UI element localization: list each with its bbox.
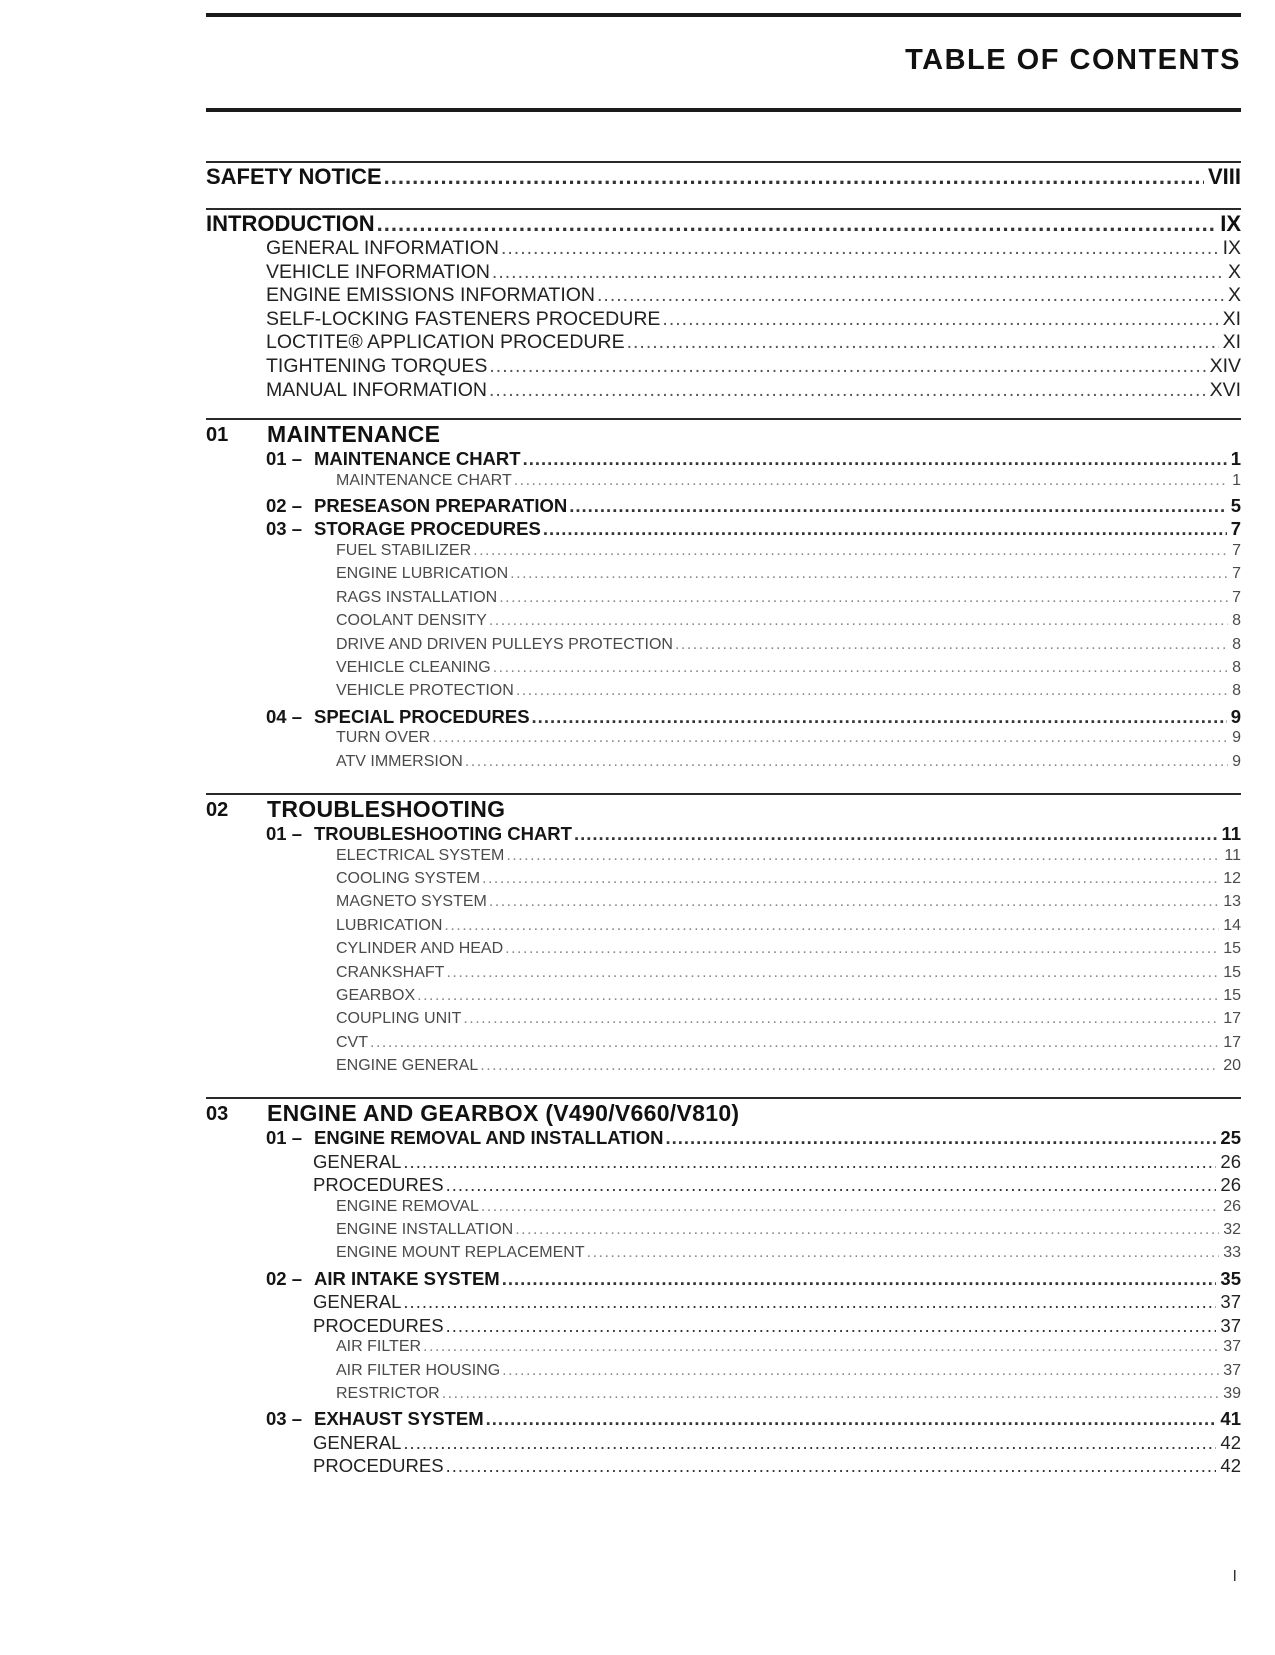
dot-leader (502, 1268, 1217, 1290)
toc-topic-entry[interactable] (336, 1034, 1241, 1052)
toc-subsection-entry[interactable] (313, 1315, 1241, 1337)
toc-entry-label: GENERAL INFORMATION (266, 237, 499, 259)
toc-entry-page: 13 (1223, 893, 1241, 911)
dot-leader (403, 1432, 1216, 1454)
toc-chapter-entry[interactable] (266, 823, 1241, 845)
toc-entry-page: 17 (1223, 1033, 1241, 1051)
toc-subsection-entry[interactable] (313, 1151, 1241, 1173)
toc-entry-label: PROCEDURES (313, 1174, 444, 1195)
toc-entry-page: 41 (1220, 1408, 1241, 1430)
toc-entry-safety-notice[interactable] (206, 164, 1241, 190)
toc-entry-label: GEARBOX (336, 986, 416, 1004)
toc-topic-entry[interactable] (336, 893, 1241, 911)
toc-topic-entry[interactable] (336, 987, 1241, 1005)
dot-leader (446, 1174, 1217, 1196)
toc-entry-page: XVI (1209, 378, 1241, 401)
toc-entry-label: SPECIAL PROCEDURES (314, 705, 530, 727)
toc-entry-label: AIR FILTER (336, 1338, 422, 1356)
toc-entry-page: 7 (1232, 588, 1241, 606)
toc-subsection-entry[interactable] (313, 1291, 1241, 1313)
dot-leader (446, 964, 1219, 982)
toc-entry-label: COOLING SYSTEM (336, 869, 481, 887)
toc-entry-page: 15 (1223, 986, 1241, 1004)
section-title[interactable]: TROUBLESHOOTING (267, 796, 506, 822)
toc-entry-label: RAGS INSTALLATION (336, 588, 498, 606)
toc-entry-intro-item[interactable] (266, 308, 1241, 331)
toc-entry-page: 26 (1220, 1150, 1241, 1172)
chapter-number: 01 – (266, 1127, 303, 1148)
dot-leader (370, 1034, 1219, 1052)
toc-chapter-entry[interactable] (266, 706, 1241, 728)
toc-entry-introduction[interactable] (206, 211, 1241, 237)
toc-entry-page: 12 (1223, 869, 1241, 887)
toc-entry-intro-item[interactable] (266, 284, 1241, 307)
dot-leader (665, 1127, 1216, 1149)
toc-entry-page: 39 (1223, 1385, 1241, 1402)
dot-leader (516, 682, 1228, 700)
dot-leader (423, 1338, 1219, 1356)
dot-leader (465, 753, 1228, 771)
toc-entry-label: LUBRICATION (336, 916, 443, 934)
toc-topic-entry[interactable] (336, 682, 1241, 700)
toc-entry-page: 9 (1232, 729, 1241, 747)
toc-entry-label: GENERAL (313, 1431, 402, 1453)
toc-topic-entry[interactable] (336, 729, 1241, 747)
toc-subsection-entry[interactable] (313, 1455, 1241, 1477)
chapter-number: 02 – (266, 1267, 303, 1289)
dot-leader (675, 636, 1228, 654)
toc-entry-label: ENGINE LUBRICATION (336, 565, 509, 583)
toc-topic-entry[interactable] (336, 1362, 1241, 1380)
toc-entry-label: SELF-LOCKING FASTENERS PROCEDURE (266, 307, 661, 330)
section-number: 01 (206, 424, 229, 446)
dot-leader (574, 823, 1217, 845)
toc-entry-label: ENGINE INSTALLATION (336, 1220, 514, 1238)
toc-entry-label: PROCEDURES (313, 1455, 444, 1477)
toc-entry-label: CVT (336, 1033, 368, 1051)
toc-chapter-entry[interactable] (266, 518, 1241, 540)
toc-subsection-entry[interactable] (313, 1174, 1241, 1196)
dot-leader (493, 659, 1228, 677)
toc-entry-label: INTRODUCTION (206, 211, 375, 236)
toc-entry-page: 8 (1232, 682, 1241, 700)
toc-entry-label: CRANKSHAFT (336, 963, 445, 981)
toc-entry-label: RESTRICTOR (336, 1385, 440, 1402)
toc-entry-page: 37 (1220, 1291, 1241, 1313)
toc-entry-page: 8 (1232, 612, 1241, 630)
dot-leader (489, 379, 1206, 402)
toc-entry-page: 35 (1220, 1267, 1241, 1289)
toc-topic-entry[interactable] (336, 847, 1241, 865)
chapter-number: 04 – (266, 705, 303, 727)
dot-leader (505, 940, 1219, 958)
toc-topic-entry[interactable] (336, 589, 1241, 607)
toc-topic-entry[interactable] (336, 542, 1241, 560)
toc-entry-label: ELECTRICAL SYSTEM (336, 846, 505, 864)
toc-entry-label: MAGNETO SYSTEM (336, 893, 487, 911)
toc-entry-label: ATV IMMERSION (336, 752, 463, 770)
chapter-number: 03 – (266, 518, 303, 540)
toc-chapter-entry[interactable] (266, 1268, 1241, 1290)
toc-entry-label: SAFETY NOTICE (206, 164, 382, 189)
dot-leader (662, 308, 1218, 331)
toc-topic-entry[interactable] (336, 612, 1241, 630)
toc-entry-page: 17 (1223, 1010, 1241, 1028)
toc-topic-entry[interactable] (336, 917, 1241, 935)
dot-leader (486, 1408, 1217, 1430)
toc-entry-label: AIR FILTER HOUSING (336, 1361, 501, 1379)
dot-leader (627, 331, 1219, 354)
toc-entry-page: 26 (1223, 1197, 1241, 1215)
toc-entry-intro-item[interactable] (266, 261, 1241, 284)
toc-topic-entry[interactable] (336, 1221, 1241, 1239)
toc-entry-page: 8 (1232, 635, 1241, 653)
toc-entry-page: 15 (1223, 963, 1241, 981)
toc-entry-label: DRIVE AND DRIVEN PULLEYS PROTECTION (336, 635, 673, 653)
toc-entry-page: 42 (1220, 1431, 1241, 1453)
dot-leader (463, 1010, 1219, 1028)
toc-entry-page: XIV (1209, 355, 1241, 377)
toc-topic-entry[interactable] (336, 1057, 1241, 1075)
toc-entry-page: 14 (1223, 916, 1241, 934)
dot-leader (587, 1244, 1220, 1262)
toc-entry-page: 25 (1220, 1127, 1241, 1148)
toc-topic-entry[interactable] (336, 940, 1241, 958)
dot-leader (482, 870, 1219, 888)
dot-leader (489, 355, 1205, 378)
toc-entry-page: X (1227, 284, 1241, 307)
toc-entry-page: VIII (1207, 164, 1241, 189)
toc-chapter-entry[interactable] (266, 1127, 1241, 1149)
toc-entry-intro-item[interactable] (266, 355, 1241, 378)
toc-entry-label: STORAGE PROCEDURES (314, 518, 541, 540)
toc-topic-entry[interactable] (336, 1338, 1241, 1356)
toc-entry-label: MAINTENANCE CHART (336, 471, 512, 489)
toc-entry-label: ENGINE EMISSIONS INFORMATION (266, 284, 595, 307)
dot-leader (473, 542, 1228, 560)
toc-entry-page: 8 (1232, 658, 1241, 676)
toc-entry-page: 1 (1232, 471, 1241, 489)
dot-leader (403, 1151, 1216, 1173)
dot-leader (514, 472, 1228, 490)
toc-entry-label: MANUAL INFORMATION (266, 378, 488, 401)
dot-leader (569, 495, 1226, 517)
toc-entry-label: GENERAL (313, 1291, 402, 1313)
toc-entry-label: ENGINE GENERAL (336, 1057, 479, 1075)
toc-entry-page: 11 (1221, 823, 1241, 844)
toc-entry-label: VEHICLE PROTECTION (336, 682, 514, 700)
toc-entry-page: 20 (1223, 1057, 1241, 1075)
toc-entry-page: 7 (1230, 518, 1241, 540)
dot-leader (417, 987, 1219, 1005)
section-rule-02 (206, 793, 1241, 795)
toc-entry-label: TROUBLESHOOTING CHART (314, 823, 572, 844)
section-title[interactable]: MAINTENANCE (267, 421, 441, 447)
dot-leader (506, 847, 1220, 865)
toc-entry-label: EXHAUST SYSTEM (314, 1408, 484, 1430)
section-rule-01 (206, 418, 1241, 420)
toc-entry-page: 37 (1223, 1361, 1241, 1379)
dot-leader (480, 1057, 1219, 1075)
toc-entry-page: 32 (1223, 1220, 1241, 1238)
toc-entry-page: 37 (1223, 1338, 1241, 1356)
toc-entry-label: VEHICLE CLEANING (336, 658, 491, 676)
section-rule-03 (206, 1097, 1241, 1099)
dot-leader (489, 893, 1219, 911)
toc-subsection-entry[interactable] (313, 1432, 1241, 1454)
dot-leader (489, 612, 1228, 630)
toc-entry-page: XI (1222, 331, 1241, 354)
toc-topic-entry[interactable] (336, 753, 1241, 771)
page-title: TABLE OF CONTENTS (905, 44, 1241, 76)
toc-entry-label: LOCTITE® APPLICATION PROCEDURE (266, 331, 625, 354)
toc-entry-label: ENGINE REMOVAL (336, 1197, 479, 1215)
toc-entry-page: X (1227, 260, 1241, 283)
toc-entry-page: 26 (1220, 1174, 1241, 1195)
toc-entry-page: 1 (1230, 448, 1241, 469)
toc-topic-entry[interactable] (336, 636, 1241, 654)
toc-entry-intro-item[interactable] (266, 331, 1241, 354)
section-number: 03 (206, 1103, 229, 1125)
toc-entry-page: 42 (1220, 1455, 1241, 1477)
dot-leader (444, 917, 1219, 935)
dot-leader (492, 261, 1224, 284)
toc-entry-page: IX (1222, 237, 1241, 259)
dot-leader (499, 589, 1228, 607)
dot-leader (532, 706, 1227, 728)
toc-entry-page: 9 (1230, 705, 1241, 727)
toc-chapter-entry[interactable] (266, 495, 1241, 517)
toc-entry-page: 7 (1232, 541, 1241, 559)
dot-leader (442, 1385, 1219, 1403)
toc-topic-entry[interactable] (336, 1198, 1241, 1216)
section-rule-intro (206, 208, 1241, 210)
toc-entry-label: GENERAL (313, 1150, 402, 1172)
toc-entry-page: 7 (1232, 565, 1241, 583)
toc-entry-label: TURN OVER (336, 729, 431, 747)
toc-topic-entry[interactable] (336, 565, 1241, 583)
toc-topic-entry[interactable] (336, 659, 1241, 677)
toc-entry-label: ENGINE MOUNT REPLACEMENT (336, 1244, 585, 1262)
toc-entry-page: 33 (1223, 1244, 1241, 1262)
toc-entry-label: PROCEDURES (313, 1314, 444, 1336)
toc-entry-label: PRESEASON PREPARATION (314, 494, 568, 516)
dot-leader (384, 164, 1204, 190)
dot-leader (432, 729, 1228, 747)
toc-entry-intro-item[interactable] (266, 379, 1241, 402)
toc-entry-label: ENGINE REMOVAL AND INSTALLATION (314, 1127, 664, 1148)
section-number: 02 (206, 799, 229, 821)
dot-leader (377, 211, 1217, 237)
page-number: I (1232, 1568, 1237, 1585)
chapter-number: 01 – (266, 823, 303, 844)
toc-chapter-entry[interactable] (266, 1408, 1241, 1430)
dot-leader (597, 284, 1224, 307)
dot-leader (481, 1198, 1219, 1216)
toc-entry-page: XI (1222, 307, 1241, 330)
dot-leader (501, 237, 1219, 260)
toc-topic-entry[interactable] (336, 964, 1241, 982)
toc-entry-label: TIGHTENING TORQUES (266, 355, 488, 377)
toc-entry-page: 9 (1232, 752, 1241, 770)
dot-leader (523, 448, 1227, 470)
toc-entry-label: COUPLING UNIT (336, 1010, 462, 1028)
toc-entry-label: AIR INTAKE SYSTEM (314, 1267, 500, 1289)
chapter-number: 02 – (266, 494, 303, 516)
dot-leader (446, 1455, 1217, 1477)
section-rule-safety (206, 161, 1241, 163)
toc-topic-entry[interactable] (336, 1244, 1241, 1262)
dot-leader (543, 518, 1227, 540)
toc-entry-label: COOLANT DENSITY (336, 612, 487, 630)
toc-entry-label: VEHICLE INFORMATION (266, 260, 490, 283)
toc-entry-page: 11 (1224, 846, 1241, 864)
toc-topic-entry[interactable] (336, 870, 1241, 888)
toc-entry-page: IX (1220, 211, 1241, 236)
toc-topic-entry[interactable] (336, 472, 1241, 490)
toc-entry-page: 15 (1223, 940, 1241, 958)
dot-leader (403, 1291, 1216, 1313)
chapter-number: 01 – (266, 448, 303, 469)
dot-leader (515, 1221, 1219, 1239)
toc-entry-label: CYLINDER AND HEAD (336, 940, 504, 958)
dot-leader (446, 1315, 1217, 1337)
section-title[interactable]: ENGINE AND GEARBOX (V490/V660/V810) (267, 1100, 740, 1126)
toc-entry-label: MAINTENANCE CHART (314, 448, 521, 469)
toc-entry-label: FUEL STABILIZER (336, 541, 472, 559)
toc-entry-intro-item[interactable] (266, 237, 1241, 260)
chapter-number: 03 – (266, 1408, 303, 1430)
dot-leader (510, 565, 1228, 583)
dot-leader (502, 1362, 1219, 1380)
toc-entry-page: 5 (1230, 494, 1241, 516)
toc-list (206, 0, 1241, 1655)
toc-chapter-entry[interactable] (266, 448, 1241, 470)
toc-topic-entry[interactable] (336, 1010, 1241, 1028)
toc-entry-page: 37 (1220, 1314, 1241, 1336)
toc-topic-entry[interactable] (336, 1385, 1241, 1403)
